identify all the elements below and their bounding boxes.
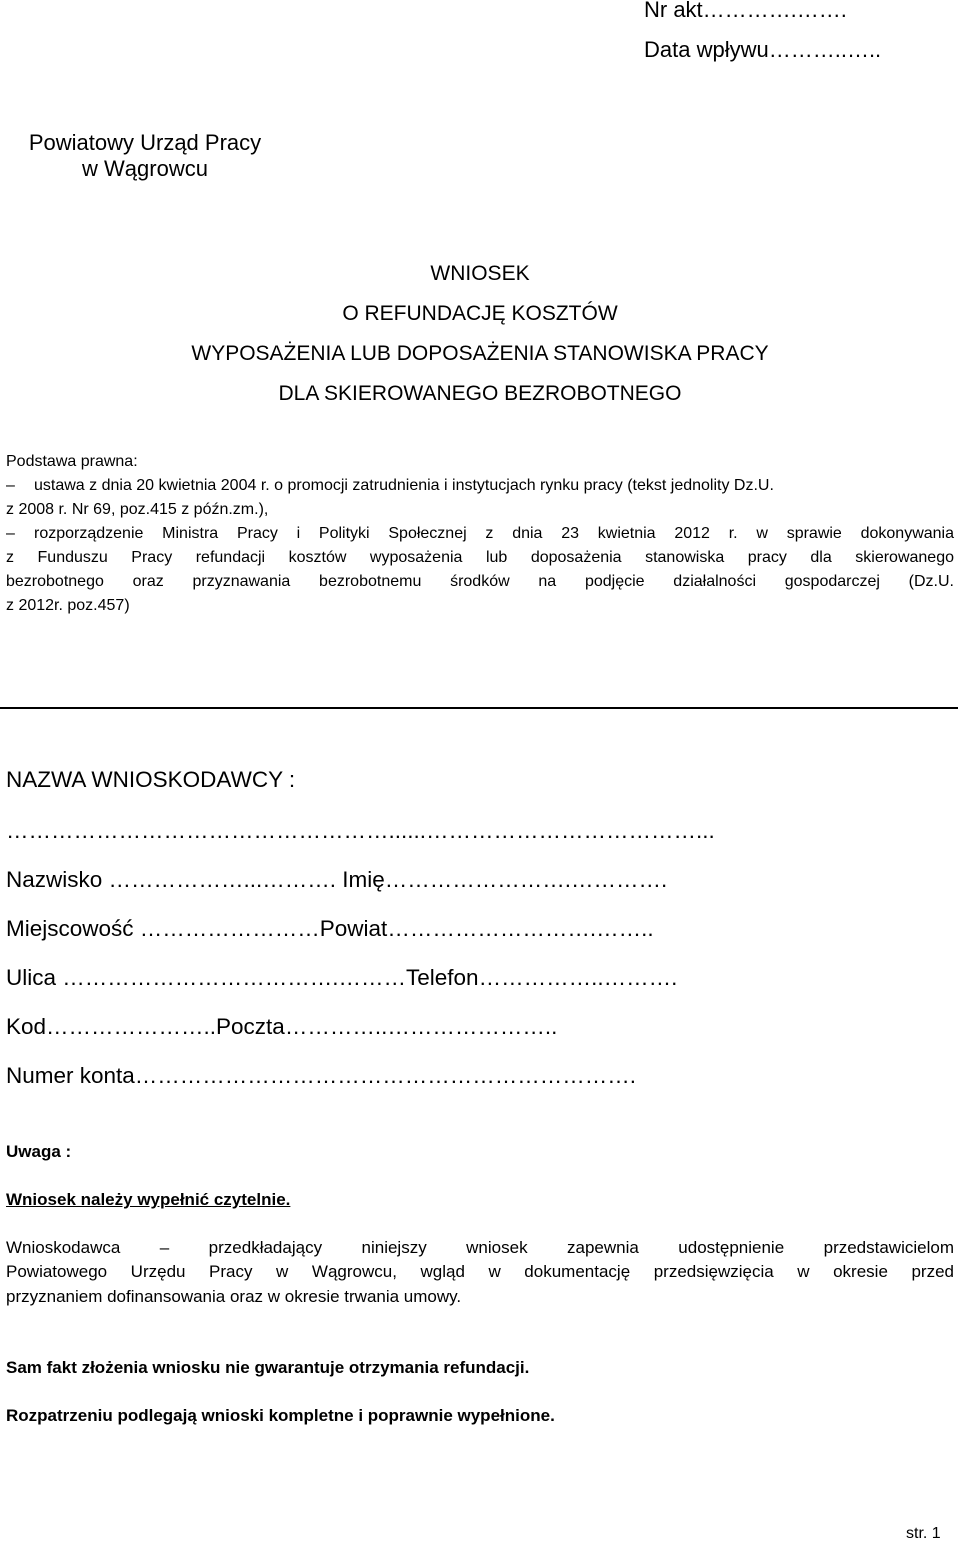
miejscowosc-powiat-field[interactable]: Miejscowość ……………………Powiat……………………….…….. [6,916,654,941]
legibility-note: Wniosek należy wypełnić czytelnie. [6,1190,291,1209]
no-guarantee-note: Sam fakt złożenia wniosku nie gwarantuje otrzymania refundacji. [6,1358,530,1377]
legal-basis-heading: Podstawa prawna: [6,453,138,470]
office-city: w Wągrowcu [82,156,208,181]
access-paragraph-line-1: Wnioskodawca – przedkładający niniejszy wniosek zapewnia udostępnienie przedstawicielom [6,1238,954,1257]
document-title-line-4: DLA SKIEROWANEGO BEZROBOTNEGO [278,382,682,405]
uwaga-label: Uwaga : [6,1142,72,1161]
legal-basis-item-1-line-2: z 2008 r. Nr 69, poz.415 z późn.zm.), [6,501,269,518]
ulica-telefon-field[interactable]: Ulica ……………………………….………Telefon……………..………. [6,965,678,990]
data-wplywu-field[interactable]: Data wpływu………..….. [644,37,882,62]
page-number: str. 1 [906,1525,941,1542]
nr-akt-field[interactable]: Nr akt………….……. [644,0,847,22]
complete-applications-note: Rozpatrzeniu podlegają wnioski kompletne i poprawnie wypełnione. [6,1406,555,1425]
nazwisko-imie-field[interactable]: Nazwisko ………………...………. Imię…………………….…………. [6,867,668,892]
access-paragraph-line-3: przyznaniem dofinansowania oraz w okresie trwania umowy. [6,1287,462,1306]
numer-konta-field[interactable]: Numer konta…………………………………………………………. [6,1063,637,1088]
legal-basis-item-2-line-1: rozporządzenie Ministra Pracy i Polityki Społecznej z dnia 23 kwietnia 2012 r. w sprawie dokonywania [34,525,954,542]
document-title-line-3: WYPOSAŻENIA LUB DOPOSAŻENIA STANOWISKA PRACY [191,342,769,365]
section-divider [0,707,958,709]
legal-basis-item-2-line-4: z 2012r. poz.457) [6,597,130,614]
applicant-heading: NAZWA WNIOSKODAWCY : [6,767,296,792]
access-paragraph-line-2: Powiatowego Urzędu Pracy w Wągrowcu, wgląd w dokumentację przedsięwzięcia w okresie przed [6,1262,954,1281]
legal-basis-item-1-line-1: ustawa z dnia 20 kwietnia 2004 r. o promocji zatrudnienia i instytucjach rynku pracy (tekst jednolity Dz.U. [34,477,774,494]
legal-basis-dash-2: – [6,525,15,542]
kod-poczta-field[interactable]: Kod…………………..Poczta…………..………………….. [6,1014,558,1039]
office-name: Powiatowy Urząd Pracy [28,130,262,155]
document-title-line-2: O REFUNDACJĘ KOSZTÓW [342,302,618,325]
document-title: WNIOSEK [430,262,530,285]
legal-basis-item-2-line-2: z Funduszu Pracy refundacji kosztów wyposażenia lub doposażenia stanowiska pracy dla skierowanego [6,549,954,566]
applicant-name-field[interactable]: ……………………………………………......………………………………... [6,818,715,843]
legal-basis-dash-1: – [6,477,15,494]
legal-basis-item-2-line-3: bezrobotnego oraz przyznawania bezrobotnemu środków na podjęcie działalności gospodarczej (Dz.U. [6,573,954,590]
